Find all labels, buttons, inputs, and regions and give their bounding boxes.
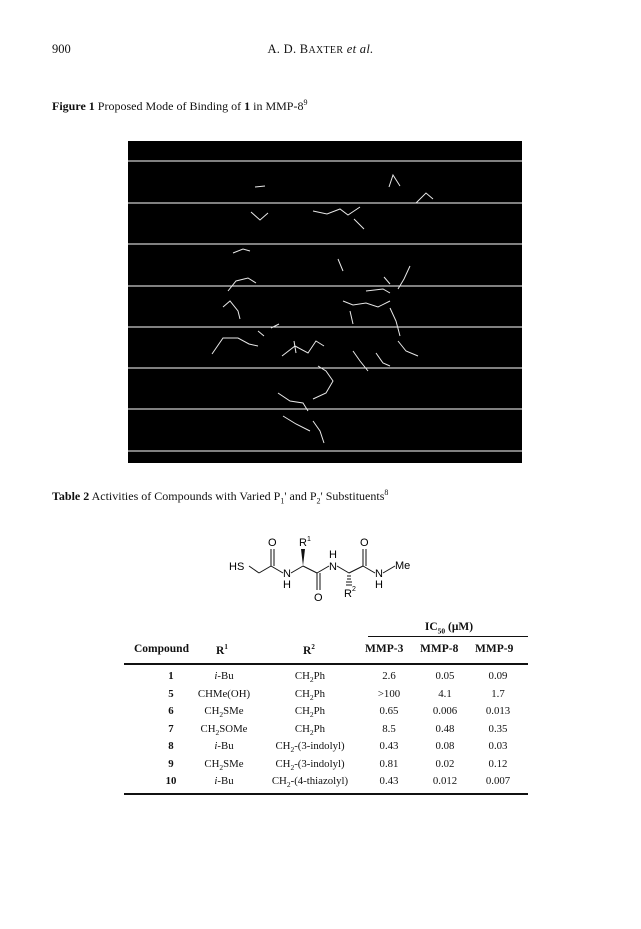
chemical-structure bbox=[225, 535, 425, 605]
col-r1: $R^1$ bbox=[216, 643, 228, 657]
col-r2: $R^2$ bbox=[303, 643, 315, 657]
struct-n1: N bbox=[283, 568, 291, 580]
struct-o3: O bbox=[360, 537, 369, 549]
ic50-rule bbox=[368, 636, 528, 637]
struct-h1: H bbox=[283, 579, 291, 591]
author-etal: et al. bbox=[346, 42, 374, 56]
table-cell-compound: 6 bbox=[168, 705, 174, 717]
table-cell-mmp9: 0.09 bbox=[488, 670, 508, 682]
table-cell-compound: 8 bbox=[168, 740, 174, 752]
table-rule-bottom bbox=[124, 793, 528, 795]
struct-hs: HS bbox=[229, 561, 245, 573]
col-mmp3: MMP-3 bbox=[365, 643, 404, 655]
col-mmp9: MMP-9 bbox=[475, 643, 514, 655]
struct-r2-sup: 2 bbox=[352, 586, 356, 593]
running-head bbox=[0, 42, 641, 57]
table-cell-mmp3: 0.43 bbox=[379, 740, 399, 752]
table-cell-r1: $CH_2SMe$ bbox=[204, 757, 244, 772]
table-cell-r2: $CH_2Ph$ bbox=[294, 670, 326, 685]
table-cell-mmp3: 2.6 bbox=[382, 670, 396, 682]
struct-r1-sup: 1 bbox=[307, 536, 311, 543]
table-cell-r1: i-Bu bbox=[214, 670, 234, 682]
table-cell-mmp9: 0.12 bbox=[488, 757, 508, 770]
table-cell-r1: $CH_2SOMe$ bbox=[200, 722, 248, 737]
table-cell-r2: $CH_2Ph$ bbox=[294, 687, 326, 702]
table-cell-mmp9: 1.7 bbox=[491, 687, 505, 700]
table-caption-sub1: 1 bbox=[280, 496, 285, 506]
table-cell-r1: i-Bu bbox=[214, 740, 234, 752]
figure-label: Figure 1 bbox=[52, 99, 95, 113]
table-cell-r1: $CH_2SMe$ bbox=[204, 705, 244, 720]
structure-drawing bbox=[225, 535, 425, 605]
table-cell-mmp8: 4.1 bbox=[438, 687, 452, 700]
table-cell-mmp8: 0.012 bbox=[432, 775, 458, 787]
table-cell-mmp9: 0.007 bbox=[485, 775, 511, 787]
table-cell-r1: CHMe(OH) bbox=[197, 687, 251, 700]
table-label: Table 2 bbox=[52, 489, 90, 503]
table-ref: 8 bbox=[384, 488, 389, 497]
ic50-label: IC bbox=[424, 621, 438, 633]
table-cell-mmp9: 0.013 bbox=[485, 705, 511, 717]
table-caption bbox=[52, 488, 388, 505]
table-cell-compound: 5 bbox=[168, 687, 174, 700]
table-cell-mmp3: 0.81 bbox=[379, 757, 399, 770]
struct-o2: O bbox=[314, 592, 323, 604]
figure-caption bbox=[52, 98, 307, 114]
figure-ref: 9 bbox=[303, 98, 308, 107]
table-cell-r1: i-Bu bbox=[214, 775, 234, 787]
table-cell-r2: $CH_2-(3-indolyl)$ bbox=[275, 757, 345, 772]
table-cell-mmp3: 0.65 bbox=[379, 705, 399, 717]
author-smallcaps: AXTER bbox=[308, 45, 344, 56]
ic50-sub: 50 bbox=[437, 626, 446, 636]
struct-r1: R bbox=[299, 537, 307, 549]
table-cell-mmp3: 8.5 bbox=[382, 722, 396, 735]
table-cell-compound: 7 bbox=[168, 722, 174, 735]
table-caption-mid: ' and P bbox=[284, 489, 317, 503]
figure-caption-end: in MMP-8 bbox=[250, 99, 304, 113]
table-cell-r2: $CH_2Ph$ bbox=[294, 705, 326, 720]
ic50-unit: (μM) bbox=[445, 621, 474, 633]
struct-h3: H bbox=[375, 579, 383, 591]
binding-mode-drawing bbox=[128, 141, 522, 463]
struct-r2: R bbox=[344, 588, 352, 600]
col-compound: Compound bbox=[134, 643, 189, 655]
table-cell-mmp8: 0.48 bbox=[435, 722, 455, 735]
table-cell-mmp3: 0.43 bbox=[379, 775, 399, 787]
table-caption-text: Activities of Compounds with Varied P bbox=[89, 489, 281, 503]
binding-mode-image bbox=[128, 141, 522, 463]
table-cell-r2: $CH_2Ph$ bbox=[294, 722, 326, 737]
table-cell-r2: $CH_2-(4-thiazolyl)$ bbox=[271, 775, 349, 790]
struct-n2: N bbox=[329, 561, 337, 573]
struct-me: Me bbox=[395, 560, 411, 572]
table-cell-mmp8: 0.08 bbox=[435, 740, 455, 752]
table-cell-r2: $CH_2-(3-indolyl)$ bbox=[275, 740, 345, 755]
page-number: 900 bbox=[52, 42, 71, 56]
col-mmp8: MMP-8 bbox=[420, 643, 459, 655]
table-cell-mmp8: 0.02 bbox=[435, 757, 455, 770]
figure-compound: 1 bbox=[244, 99, 251, 113]
ic50-header bbox=[399, 621, 499, 635]
table-cell-compound: 9 bbox=[168, 757, 174, 770]
figure-caption-text: Proposed Mode of Binding of bbox=[94, 99, 245, 113]
struct-h2: H bbox=[329, 549, 337, 561]
table-caption-sub2: 2 bbox=[316, 496, 321, 506]
table-cell-mmp8: 0.05 bbox=[435, 670, 455, 682]
table-cell-mmp9: 0.35 bbox=[488, 722, 508, 735]
table-cell-mmp9: 0.03 bbox=[488, 740, 508, 752]
table-cell-mmp3: >100 bbox=[377, 687, 401, 700]
struct-n3: N bbox=[375, 568, 383, 580]
table-cell-compound: 10 bbox=[165, 775, 177, 787]
table-cell-compound: 1 bbox=[168, 670, 174, 682]
table-caption-end: ' Substituents bbox=[320, 489, 385, 503]
table-rule-top bbox=[124, 663, 528, 665]
author-initials: A. D. B bbox=[267, 42, 309, 56]
struct-o1: O bbox=[268, 537, 277, 549]
table-cell-mmp8: 0.006 bbox=[432, 705, 458, 717]
